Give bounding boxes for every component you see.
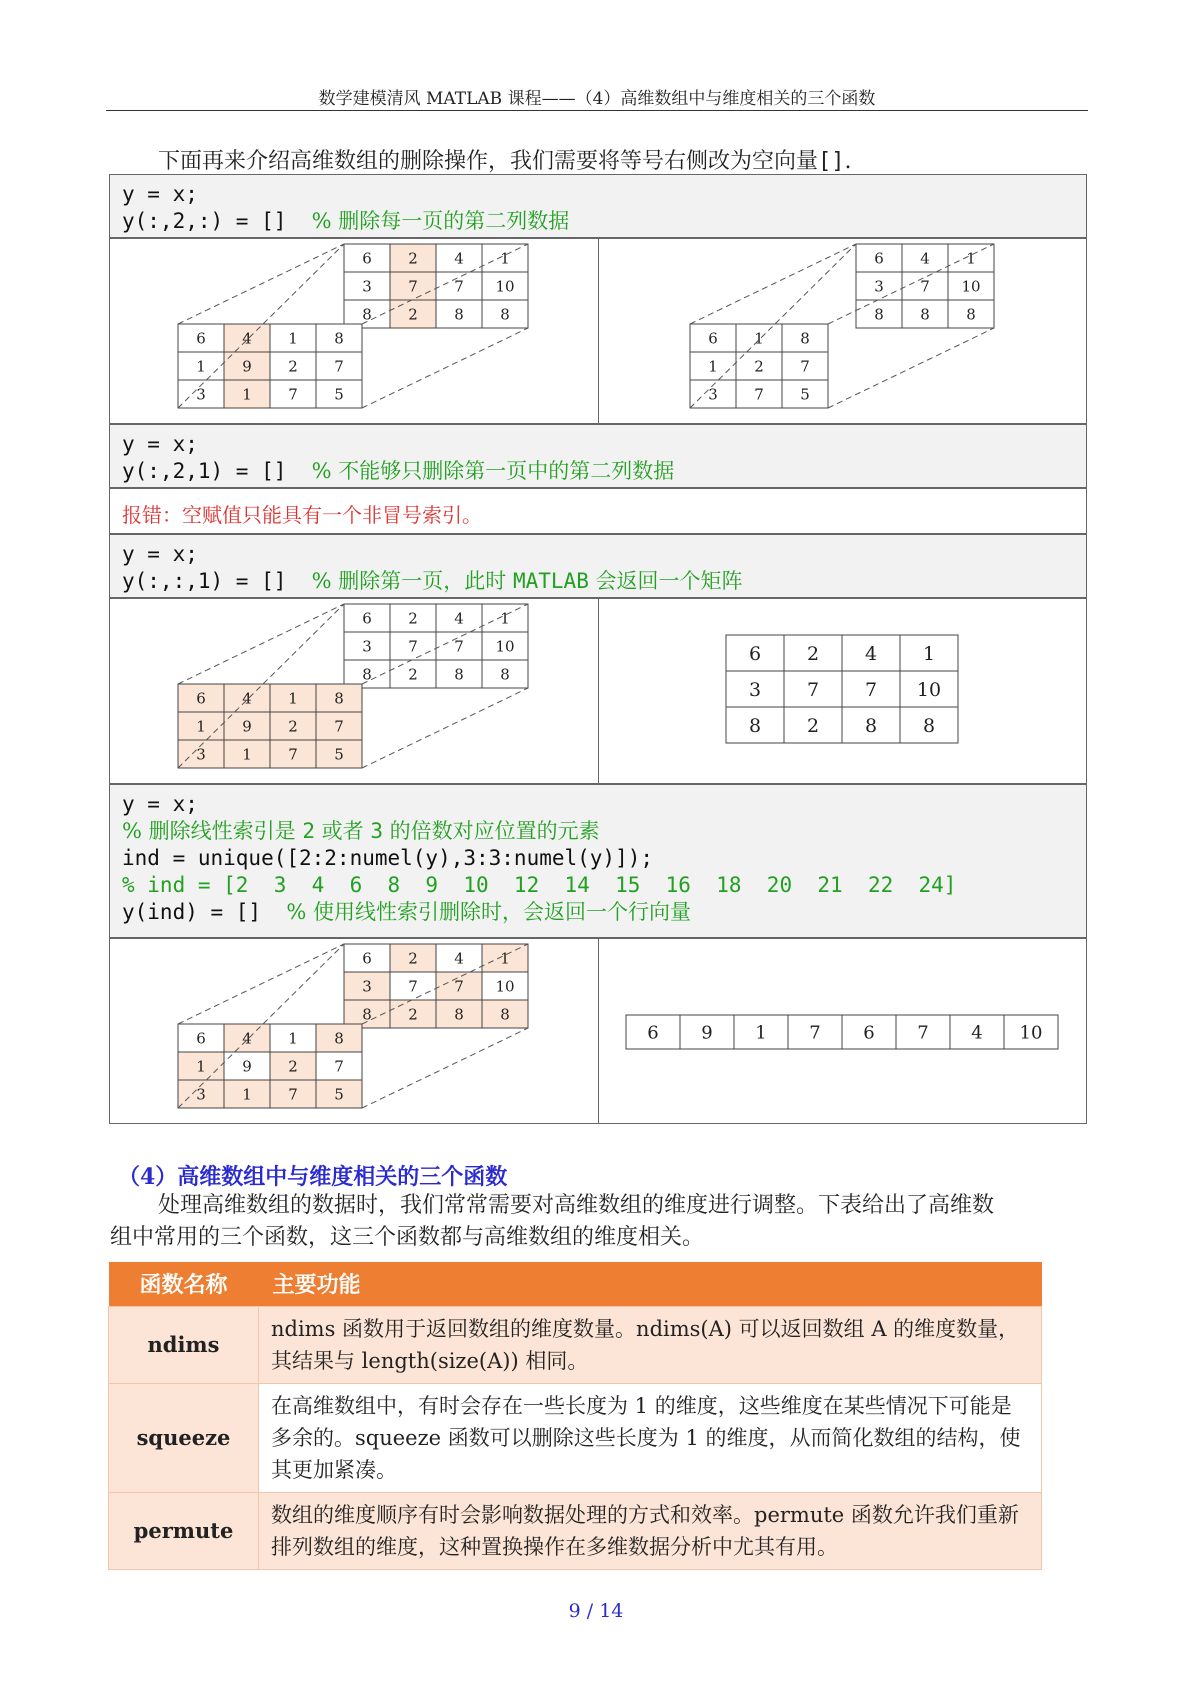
figure-row-4	[109, 938, 1087, 1124]
array-cell-value: 3	[196, 745, 206, 764]
function-name: ndims	[109, 1306, 259, 1383]
array-cell-value: 6	[863, 1022, 875, 1044]
array-cell-value: 9	[701, 1022, 713, 1044]
array-cell-value: 1	[242, 1085, 252, 1104]
array-cell-value: 4	[971, 1022, 983, 1044]
section-title: （4）高维数组中与维度相关的三个函数	[118, 1164, 508, 1190]
array-cell-value: 5	[334, 1085, 344, 1104]
array-cell-value: 8	[500, 305, 510, 324]
array-cell-value: 2	[806, 714, 820, 737]
table-row	[109, 1492, 1042, 1569]
array-cell-value: 8	[334, 689, 344, 708]
page-number: 9 / 14	[568, 1600, 624, 1622]
table-header-name: 函数名称	[109, 1262, 259, 1306]
code-block-4: y = x; % 删除线性索引是 2 或者 3 的倍数对应位置的元素 ind = unique([2:2:numel(y),3:3:numel(y)]); % ind = [2 3 4 6 8 9 10 12 14 15 16 18 20 21 22 24] y(ind) = [] % 使用线性索引删除时，会返回一个行向量	[109, 784, 1087, 938]
array-cell-value: 2	[806, 642, 820, 665]
array-cell-value: 10	[495, 977, 515, 996]
paragraph: 处理高维数组的数据时，我们常常需要对高维数组的维度进行调整。下表给出了高维数	[158, 1193, 995, 1218]
array-cell-value: 3	[874, 277, 884, 296]
array-cell-value: 8	[500, 1005, 510, 1024]
array-cell-value: 6	[874, 249, 884, 268]
array-cell-value: 9	[242, 1057, 252, 1076]
array-cell-value: 1	[922, 642, 936, 665]
array-cell-value: 6	[708, 329, 718, 348]
perspective-line	[690, 244, 856, 324]
array-cell-value: 6	[647, 1022, 659, 1044]
array-cell-value: 10	[1019, 1022, 1043, 1044]
array-cell-value: 7	[800, 357, 810, 376]
array-cell-value: 7	[864, 678, 878, 701]
array-cell-value: 1	[500, 949, 510, 968]
array-cell-value: 3	[362, 977, 372, 996]
array-cell-value: 8	[362, 305, 372, 324]
function-desc: ndims 函数用于返回数组的维度数量。ndims(A) 可以返回数组 A 的维度数量，其结果与 length(size(A)) 相同。	[259, 1306, 1042, 1383]
fig4-left-page1	[178, 1024, 362, 1108]
array-cell-value: 8	[800, 329, 810, 348]
array-cell-value: 4	[242, 1029, 252, 1048]
array-cell-value: 10	[495, 637, 515, 656]
array-cell-value: 8	[920, 305, 930, 324]
array-cell-value: 2	[408, 949, 418, 968]
figure-row-3	[109, 598, 1087, 784]
array-cell-value: 8	[362, 1005, 372, 1024]
array-cell-value: 7	[334, 1057, 344, 1076]
array-cell-value: 8	[334, 329, 344, 348]
array-cell-value: 4	[454, 249, 464, 268]
array-cell-value: 6	[362, 249, 372, 268]
array-cell-value: 2	[408, 1005, 418, 1024]
functions-table	[108, 1262, 1042, 1570]
array-cell-value: 7	[408, 977, 418, 996]
perspective-line	[362, 688, 528, 768]
array-cell-value: 1	[500, 609, 510, 628]
array-cell-value: 9	[242, 357, 252, 376]
array-cell-value: 6	[362, 609, 372, 628]
array-cell-value: 1	[288, 1029, 298, 1048]
array-cell-value: 2	[408, 665, 418, 684]
array-cell-value: 8	[500, 665, 510, 684]
array-cell-value: 7	[920, 277, 930, 296]
array-cell-value: 7	[334, 717, 344, 736]
array-cell-value: 1	[196, 357, 206, 376]
page-header: 数学建模清风 MATLAB 课程——（4）高维数组中与维度相关的三个函数	[318, 89, 876, 109]
array-cell-value: 2	[408, 249, 418, 268]
array-cell-value: 7	[408, 637, 418, 656]
array-cell-value: 4	[242, 329, 252, 348]
figure-3-svg	[110, 599, 1088, 785]
array-cell-value: 2	[288, 1057, 298, 1076]
array-cell-value: 4	[454, 949, 464, 968]
array-cell-value: 1	[288, 689, 298, 708]
array-cell-value: 7	[454, 277, 464, 296]
array-cell-value: 7	[288, 745, 298, 764]
array-cell-value: 4	[864, 642, 878, 665]
fig1-left-page2	[344, 244, 528, 328]
figure-row-1	[109, 238, 1087, 424]
array-cell-value: 5	[334, 745, 344, 764]
fig1-right-page2	[856, 244, 994, 328]
perspective-line	[362, 1028, 528, 1108]
array-cell-value: 3	[196, 385, 206, 404]
array-cell-value: 1	[708, 357, 718, 376]
array-cell-value: 6	[196, 689, 206, 708]
array-cell-value: 7	[454, 977, 464, 996]
array-cell-value: 4	[920, 249, 930, 268]
table-row	[109, 1306, 1042, 1383]
perspective-line	[178, 244, 344, 324]
array-cell-value: 8	[922, 714, 936, 737]
array-cell-value: 7	[288, 1085, 298, 1104]
function-name: permute	[109, 1492, 259, 1569]
array-cell-value: 3	[708, 385, 718, 404]
array-cell-value: 8	[454, 665, 464, 684]
array-cell-value: 8	[454, 305, 464, 324]
array-cell-value: 2	[754, 357, 764, 376]
array-cell-value: 8	[864, 714, 878, 737]
array-cell-value: 5	[334, 385, 344, 404]
array-cell-value: 2	[288, 717, 298, 736]
array-cell-value: 1	[754, 329, 764, 348]
array-cell-value: 7	[408, 277, 418, 296]
array-cell-value: 1	[500, 249, 510, 268]
array-cell-value: 7	[334, 357, 344, 376]
perspective-line	[178, 944, 344, 1024]
array-cell-value: 7	[454, 637, 464, 656]
table-header-desc: 主要功能	[259, 1262, 1042, 1306]
array-cell-value: 3	[362, 637, 372, 656]
perspective-line	[828, 328, 994, 408]
array-cell-value: 1	[196, 1057, 206, 1076]
array-cell-value: 6	[196, 329, 206, 348]
array-cell-value: 1	[755, 1022, 767, 1044]
table-row	[109, 1383, 1042, 1492]
array-cell-value: 5	[800, 385, 810, 404]
array-cell-value: 6	[748, 642, 762, 665]
array-cell-value: 1	[288, 329, 298, 348]
array-cell-value: 10	[916, 678, 942, 701]
array-cell-value: 6	[196, 1029, 206, 1048]
fig1-left-page1	[178, 324, 362, 408]
fig4-left-page2	[344, 944, 528, 1028]
table-header-row	[109, 1262, 1042, 1306]
array-cell-value: 8	[748, 714, 762, 737]
array-cell-value: 8	[454, 1005, 464, 1024]
code-block-2: y = x; y(:,2,1) = [] % 不能够只删除第一页中的第二列数据	[109, 424, 1087, 488]
array-cell-value: 3	[362, 277, 372, 296]
array-cell-value: 3	[748, 678, 762, 701]
perspective-line	[178, 604, 344, 684]
figure-4-svg	[110, 939, 1088, 1125]
fig1-right-page1	[690, 324, 828, 408]
function-name: squeeze	[109, 1383, 259, 1492]
array-cell-value: 4	[242, 689, 252, 708]
fig4-result	[626, 1015, 1058, 1049]
perspective-line	[362, 328, 528, 408]
array-cell-value: 10	[495, 277, 515, 296]
array-cell-value: 4	[454, 609, 464, 628]
function-desc: 在高维数组中，有时会存在一些长度为 1 的维度，这些维度在某些情况下可能是多余的。squeeze 函数可以删除这些长度为 1 的维度，从而简化数组的结构，使其更加紧凑。	[259, 1383, 1042, 1492]
array-cell-value: 7	[806, 678, 820, 701]
array-cell-value: 8	[362, 665, 372, 684]
array-cell-value: 7	[288, 385, 298, 404]
array-cell-value: 10	[961, 277, 981, 296]
intro-text: 下面再来介绍高维数组的删除操作，我们需要将等号右侧改为空向量[].	[158, 149, 852, 174]
array-cell-value: 3	[196, 1085, 206, 1104]
array-cell-value: 8	[334, 1029, 344, 1048]
function-desc: 数组的维度顺序有时会影响数据处理的方式和效率。permute 函数允许我们重新排列数组的维度，这种置换操作在多维数据分析中尤其有用。	[259, 1492, 1042, 1569]
fig3-left-page1	[178, 684, 362, 768]
array-cell-value: 1	[242, 385, 252, 404]
array-cell-value: 1	[242, 745, 252, 764]
error-message: 报错：空赋值只能具有一个非冒号索引。	[109, 488, 1087, 534]
paragraph-cont: 组中常用的三个函数，这三个函数都与高维数组的维度相关。	[110, 1225, 705, 1250]
array-cell-value: 1	[196, 717, 206, 736]
figure-1-svg	[110, 239, 1088, 425]
array-cell-value: 2	[288, 357, 298, 376]
fig3-left-page2	[344, 604, 528, 688]
array-cell-value: 8	[874, 305, 884, 324]
array-cell-value: 1	[966, 249, 976, 268]
array-cell-value: 2	[408, 305, 418, 324]
fig3-result	[726, 635, 958, 743]
array-cell-value: 9	[242, 717, 252, 736]
code-block-1: y = x; y(:,2,:) = [] % 删除每一页的第二列数据	[109, 174, 1087, 238]
array-cell-value: 7	[917, 1022, 929, 1044]
array-cell-value: 7	[754, 385, 764, 404]
array-cell-value: 6	[362, 949, 372, 968]
array-cell-value: 2	[408, 609, 418, 628]
array-cell-value: 8	[966, 305, 976, 324]
array-cell-value: 7	[809, 1022, 821, 1044]
header-rule	[106, 110, 1088, 111]
code-block-3: y = x; y(:,:,1) = [] % 删除第一页，此时 MATLAB 会返回一个矩阵	[109, 534, 1087, 598]
